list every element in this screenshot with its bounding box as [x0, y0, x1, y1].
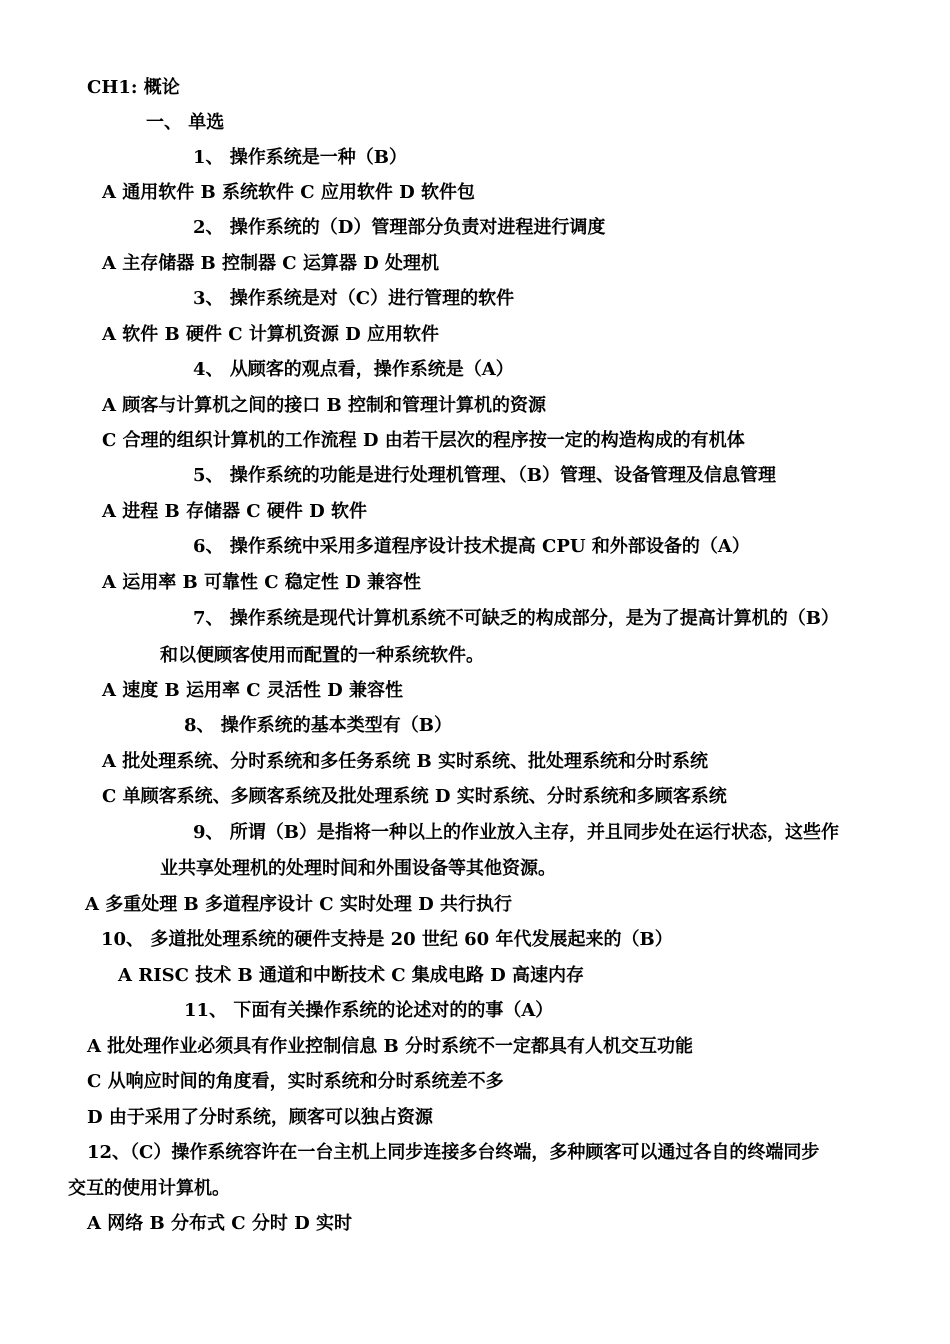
question-stem: 6、 操作系统中采用多道程序设计技术提高 CPU 和外部设备的（A） [193, 536, 750, 557]
question-stem-continued: 和以便顾客使用而配置的一种系统软件。 [160, 645, 484, 666]
question-options: A 网络 B 分布式 C 分时 D 实时 [87, 1213, 352, 1234]
question-options: C 从响应时间的角度看，实时系统和分时系统差不多 [87, 1071, 504, 1092]
question-options: A 顾客与计算机之间的接口 B 控制和管理计算机的资源 [102, 395, 546, 416]
question-stem: 9、 所谓（B）是指将一种以上的作业放入主存，并且同步处在运行状态，这些作 [193, 822, 840, 843]
chapter-title: CH1: 概论 [87, 77, 180, 98]
question-options: A 通用软件 B 系统软件 C 应用软件 D 软件包 [102, 182, 475, 203]
question-options: A 运用率 B 可靠性 C 稳定性 D 兼容性 [102, 572, 421, 593]
question-options: A RISC 技术 B 通道和中断技术 C 集成电路 D 高速内存 [118, 965, 584, 986]
question-options: A 速度 B 运用率 C 灵活性 D 兼容性 [102, 680, 403, 701]
question-options: C 合理的组织计算机的工作流程 D 由若干层次的程序按一定的构造构成的有机体 [102, 430, 745, 451]
question-stem: 1、 操作系统是一种（B） [193, 147, 408, 168]
question-options: C 单顾客系统、多顾客系统及批处理系统 D 实时系统、分时系统和多顾客系统 [102, 786, 727, 807]
question-stem: 3、 操作系统是对（C）进行管理的软件 [193, 288, 515, 309]
section-heading: 一、 单选 [146, 112, 225, 133]
question-stem: 10、 多道批处理系统的硬件支持是 20 世纪 60 年代发展起来的（B） [101, 929, 673, 950]
question-stem-continued: 业共享处理机的处理时间和外围设备等其他资源。 [160, 858, 556, 879]
question-stem: 12、（C）操作系统容许在一台主机上同步连接多台终端，多种顾客可以通过各自的终端同步 [87, 1142, 820, 1163]
question-options: A 批处理系统、分时系统和多任务系统 B 实时系统、批处理系统和分时系统 [102, 751, 708, 772]
question-stem: 2、 操作系统的（D）管理部分负责对进程进行调度 [193, 217, 606, 238]
question-options: A 软件 B 硬件 C 计算机资源 D 应用软件 [102, 324, 439, 345]
question-stem: 8、 操作系统的基本类型有（B） [184, 715, 453, 736]
question-stem: 4、 从顾客的观点看，操作系统是（A） [193, 359, 514, 380]
question-options: A 进程 B 存储器 C 硬件 D 软件 [102, 501, 367, 522]
question-options: D 由于采用了分时系统，顾客可以独占资源 [87, 1107, 433, 1128]
question-options: A 批处理作业必须具有作业控制信息 B 分时系统不一定都具有人机交互功能 [87, 1036, 693, 1057]
question-options: A 多重处理 B 多道程序设计 C 实时处理 D 共行执行 [85, 894, 512, 915]
question-stem: 7、 操作系统是现代计算机系统不可缺乏的构成部分，是为了提高计算机的（B） [193, 608, 840, 629]
question-stem-continued: 交互的使用计算机。 [68, 1178, 230, 1199]
question-options: A 主存储器 B 控制器 C 运算器 D 处理机 [102, 253, 439, 274]
question-stem: 5、 操作系统的功能是进行处理机管理、（B）管理、设备管理及信息管理 [193, 465, 777, 486]
question-stem: 11、 下面有关操作系统的论述对的的事（A） [184, 1000, 554, 1021]
